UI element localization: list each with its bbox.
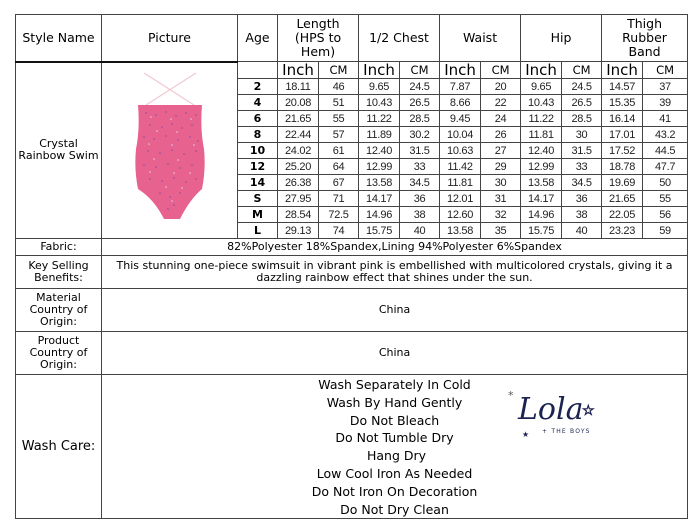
thigh-inch: 16.14 [602,111,643,127]
chest-cm: 33 [400,159,440,175]
chest-cm: 26.5 [400,95,440,111]
wash-care-item: Do Not Dry Clean [340,501,449,517]
hip-inch: 11.22 [521,111,562,127]
wash-care-item: Hang Dry [363,448,427,464]
waist-cm: 26 [481,127,521,143]
thigh-inch: 15.35 [602,95,643,111]
wash-care-item: Wash Separately In Cold [318,377,471,392]
asterisk-icon: * [508,389,514,402]
size-age: L [238,223,278,239]
hip-cm: 28.5 [562,111,602,127]
hip-inch: 14.96 [521,207,562,223]
wash-care-item: Do Not Tumble Dry [335,430,454,446]
hip-inch: 12.40 [521,143,562,159]
waist-cm: 31 [481,191,521,207]
thigh-cm: 44.5 [643,143,688,159]
chest-cm: 34.5 [400,175,440,191]
chest-cm: 30.2 [400,127,440,143]
chest-cm: 36 [400,191,440,207]
hip-cm: 26.5 [562,95,602,111]
length-cm: 51 [319,95,359,111]
wash-care-item: Do Not Bleach [349,412,440,428]
unit-length-cm: CM [319,62,359,79]
waist-cm: 30 [481,175,521,191]
material-origin-row [16,289,688,332]
waist-cm: 27 [481,143,521,159]
chest-cm: 38 [400,207,440,223]
key-selling-row [16,256,688,289]
thigh-inch: 17.52 [602,143,643,159]
length-cm: 71 [319,191,359,207]
chest-inch: 11.22 [359,111,400,127]
hip-cm: 30 [562,127,602,143]
waist-cm: 32 [481,207,521,223]
hip-cm: 24.5 [562,79,602,95]
size-age: 6 [238,111,278,127]
thigh-inch: 18.78 [602,159,643,175]
hip-inch: 12.99 [521,159,562,175]
length-inch: 20.08 [278,95,319,111]
header-age: Age [238,15,278,62]
waist-inch: 12.01 [440,191,481,207]
length-cm: 74 [319,223,359,239]
chest-inch: 15.75 [359,223,400,239]
thigh-cm: 37 [643,79,688,95]
unit-row [16,62,688,79]
length-inch: 18.11 [278,79,319,95]
thigh-inch: 14.57 [602,79,643,95]
product-picture [102,62,238,239]
hip-inch: 14.17 [521,191,562,207]
fabric-row [16,239,688,256]
header-thigh: Thigh Rubber Band [602,15,688,62]
size-age: 12 [238,159,278,175]
unit-hip-inch: Inch [521,62,562,79]
star-filled-icon: ★ [522,430,530,439]
header-hip: Hip [521,15,602,62]
length-inch: 27.95 [278,191,319,207]
hip-inch: 11.81 [521,127,562,143]
logo-tagline: + THE BOYS [542,428,591,435]
hip-inch: 13.58 [521,175,562,191]
chest-cm: 31.5 [400,143,440,159]
waist-cm: 24 [481,111,521,127]
wash-care-item: Wash By Hand Gently [326,394,463,410]
chest-inch: 14.96 [359,207,400,223]
size-age: 4 [238,95,278,111]
fabric-value: 82%Polyester 18%Spandex,Lining 94%Polyester 6%Spandex [102,239,688,256]
header-picture: Picture [102,15,238,62]
unit-length-inch: Inch [278,62,319,79]
length-inch: 28.54 [278,207,319,223]
length-inch: 25.20 [278,159,319,175]
waist-cm: 22 [481,95,521,111]
thigh-inch: 17.01 [602,127,643,143]
wash-care-label: Wash Care: [16,375,102,519]
unit-hip-cm: CM [562,62,602,79]
chest-inch: 12.40 [359,143,400,159]
waist-inch: 11.42 [440,159,481,175]
hip-cm: 34.5 [562,175,602,191]
length-cm: 72.5 [319,207,359,223]
waist-inch: 7.87 [440,79,481,95]
length-cm: 61 [319,143,359,159]
fabric-label: Fabric: [16,239,102,256]
unit-thigh-cm: CM [643,62,688,79]
hip-cm: 40 [562,223,602,239]
thigh-cm: 56 [643,207,688,223]
waist-inch: 10.63 [440,143,481,159]
brand-logo [506,385,606,445]
logo-wordmark: Lola [518,392,584,427]
length-cm: 64 [319,159,359,175]
chest-inch: 9.65 [359,79,400,95]
wash-care-item: Low Cool Iron As Needed [316,465,473,481]
thigh-cm: 55 [643,191,688,207]
size-age: M [238,207,278,223]
thigh-cm: 39 [643,95,688,111]
header-waist: Waist [440,15,521,62]
hip-inch: 10.43 [521,95,562,111]
waist-inch: 10.04 [440,127,481,143]
length-inch: 21.65 [278,111,319,127]
thigh-cm: 47.7 [643,159,688,175]
waist-inch: 11.81 [440,175,481,191]
size-age: S [238,191,278,207]
thigh-inch: 23.23 [602,223,643,239]
hip-cm: 33 [562,159,602,175]
thigh-cm: 59 [643,223,688,239]
unit-waist-inch: Inch [440,62,481,79]
header-style-name: Style Name [16,15,102,62]
length-inch: 26.38 [278,175,319,191]
length-inch: 24.02 [278,143,319,159]
header-row [16,15,688,62]
chest-cm: 24.5 [400,79,440,95]
thigh-inch: 22.05 [602,207,643,223]
key-selling-value: This stunning one-piece swimsuit in vibrant pink is embellished with multicolored crystals, giving it a dazzling rainbow effect that shines under the sun. [102,256,688,289]
hip-inch: 9.65 [521,79,562,95]
length-cm: 57 [319,127,359,143]
hip-cm: 38 [562,207,602,223]
hip-inch: 15.75 [521,223,562,239]
waist-inch: 13.58 [440,223,481,239]
wash-care-item: Do Not Iron On Decoration [311,483,478,499]
material-origin-label: Material Country of Origin: [16,289,102,332]
unit-thigh-inch: Inch [602,62,643,79]
waist-cm: 20 [481,79,521,95]
product-origin-label: Product Country of Origin: [16,332,102,375]
length-inch: 22.44 [278,127,319,143]
unit-chest-cm: CM [400,62,440,79]
thigh-cm: 43.2 [643,127,688,143]
waist-cm: 35 [481,223,521,239]
length-cm: 67 [319,175,359,191]
thigh-cm: 50 [643,175,688,191]
chest-cm: 28.5 [400,111,440,127]
size-age: 10 [238,143,278,159]
thigh-inch: 21.65 [602,191,643,207]
chest-cm: 40 [400,223,440,239]
style-name: Crystal Rainbow Swim [16,62,102,239]
thigh-inch: 19.69 [602,175,643,191]
size-age: 2 [238,79,278,95]
chest-inch: 11.89 [359,127,400,143]
hip-cm: 31.5 [562,143,602,159]
header-chest: 1/2 Chest [359,15,440,62]
unit-age-blank [238,62,278,79]
unit-chest-inch: Inch [359,62,400,79]
chest-inch: 10.43 [359,95,400,111]
waist-inch: 9.45 [440,111,481,127]
chest-inch: 12.99 [359,159,400,175]
chest-inch: 13.58 [359,175,400,191]
key-selling-label: Key Selling Benefits: [16,256,102,289]
header-length: Length (HPS to Hem) [278,15,359,62]
product-origin-value: China [102,332,688,375]
length-inch: 29.13 [278,223,319,239]
product-origin-row [16,332,688,375]
waist-inch: 12.60 [440,207,481,223]
swimsuit-image [120,69,220,229]
size-age: 14 [238,175,278,191]
chest-inch: 14.17 [359,191,400,207]
thigh-cm: 41 [643,111,688,127]
length-cm: 46 [319,79,359,95]
star-outline-icon: ☆ [582,403,595,419]
material-origin-value: China [102,289,688,332]
size-age: 8 [238,127,278,143]
waist-inch: 8.66 [440,95,481,111]
unit-waist-cm: CM [481,62,521,79]
length-cm: 55 [319,111,359,127]
hip-cm: 36 [562,191,602,207]
waist-cm: 29 [481,159,521,175]
